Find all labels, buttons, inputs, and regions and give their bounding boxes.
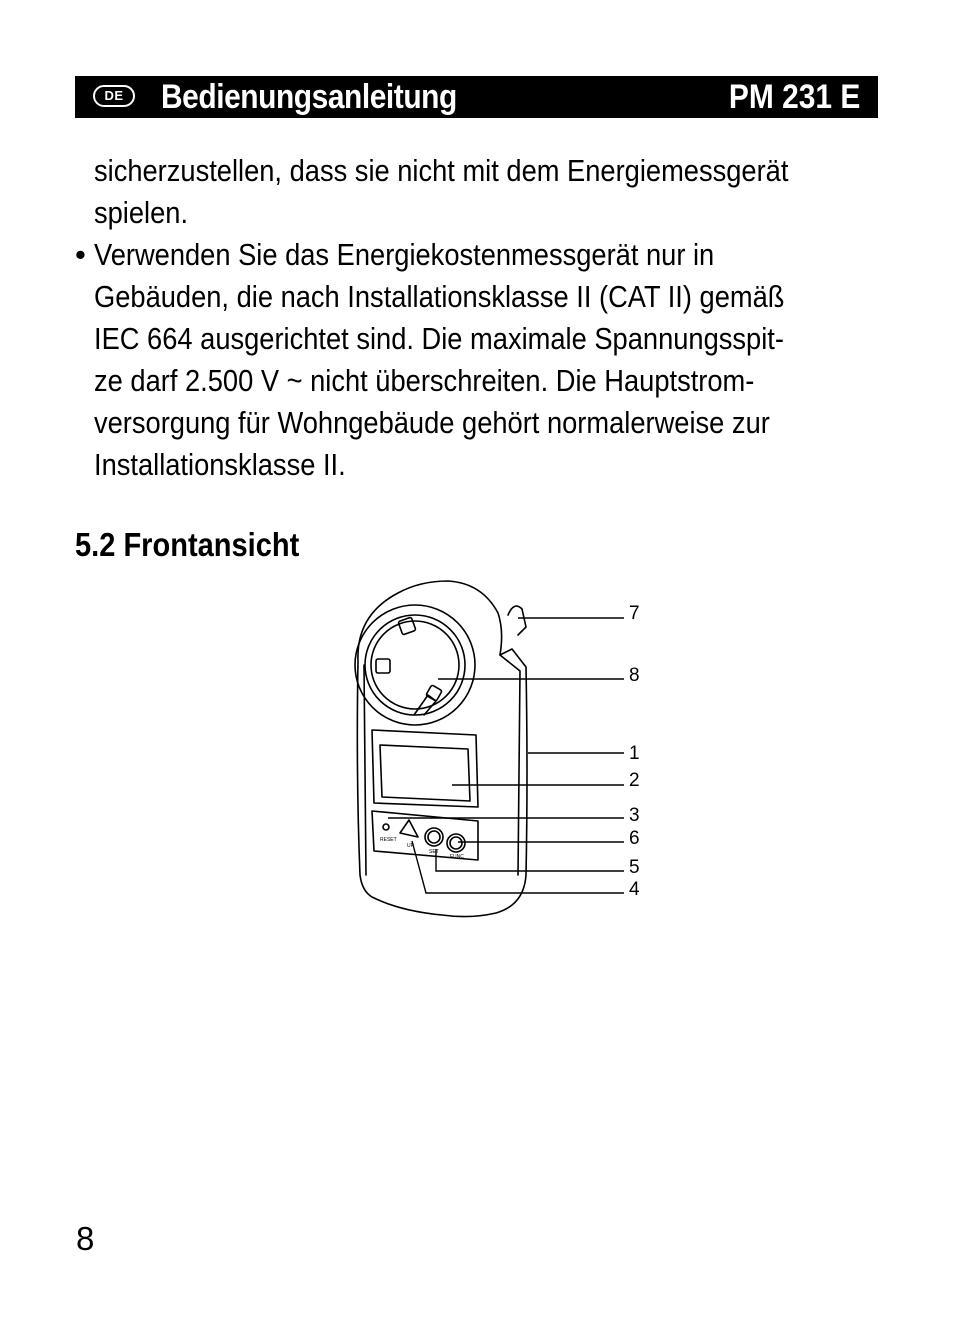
reset-label: RESET (380, 837, 397, 843)
callout-7: 7 (629, 603, 640, 624)
front-view-figure (350, 575, 650, 920)
callout-8: 8 (629, 665, 640, 686)
bullet-line: IEC 664 ausgerichtet sind. Die maximale Spannungsspit- (94, 321, 784, 356)
energy-meter-drawing (350, 575, 650, 920)
bullet-marker: • (75, 237, 86, 272)
bullet-line: versorgung für Wohngebäude gehört normalerweise zur (94, 405, 770, 440)
model-number: PM 231 E (728, 78, 860, 116)
bullet-line: Installationsklasse II. (94, 447, 346, 482)
callout-5: 5 (629, 857, 640, 878)
bullet-line: Verwenden Sie das Energiekostenmessgerät nur in (94, 237, 715, 272)
section-heading: 5.2 Frontansicht (75, 526, 300, 563)
manual-title: Bedienungsanleitung (161, 78, 457, 116)
callout-2: 2 (629, 770, 640, 791)
callout-4: 4 (629, 879, 640, 900)
callout-1: 1 (629, 743, 640, 764)
body-line: sicherzustellen, dass sie nicht mit dem Energiemessgerät (94, 153, 789, 188)
bullet-line: ze darf 2.500 V ~ nicht überschreiten. Die Hauptstrom- (94, 363, 755, 398)
page-number: 8 (76, 1220, 95, 1257)
set-label: SET (429, 849, 439, 855)
page-header (75, 76, 878, 118)
callout-6: 6 (629, 828, 640, 849)
func-label: FUNC (450, 854, 464, 860)
body-line: spielen. (94, 195, 189, 230)
language-badge: DE (93, 85, 135, 107)
callout-3: 3 (629, 805, 640, 826)
bullet-line: Gebäuden, die nach Installationsklasse II (CAT II) gemäß (94, 279, 785, 314)
up-label: UP (407, 843, 414, 849)
